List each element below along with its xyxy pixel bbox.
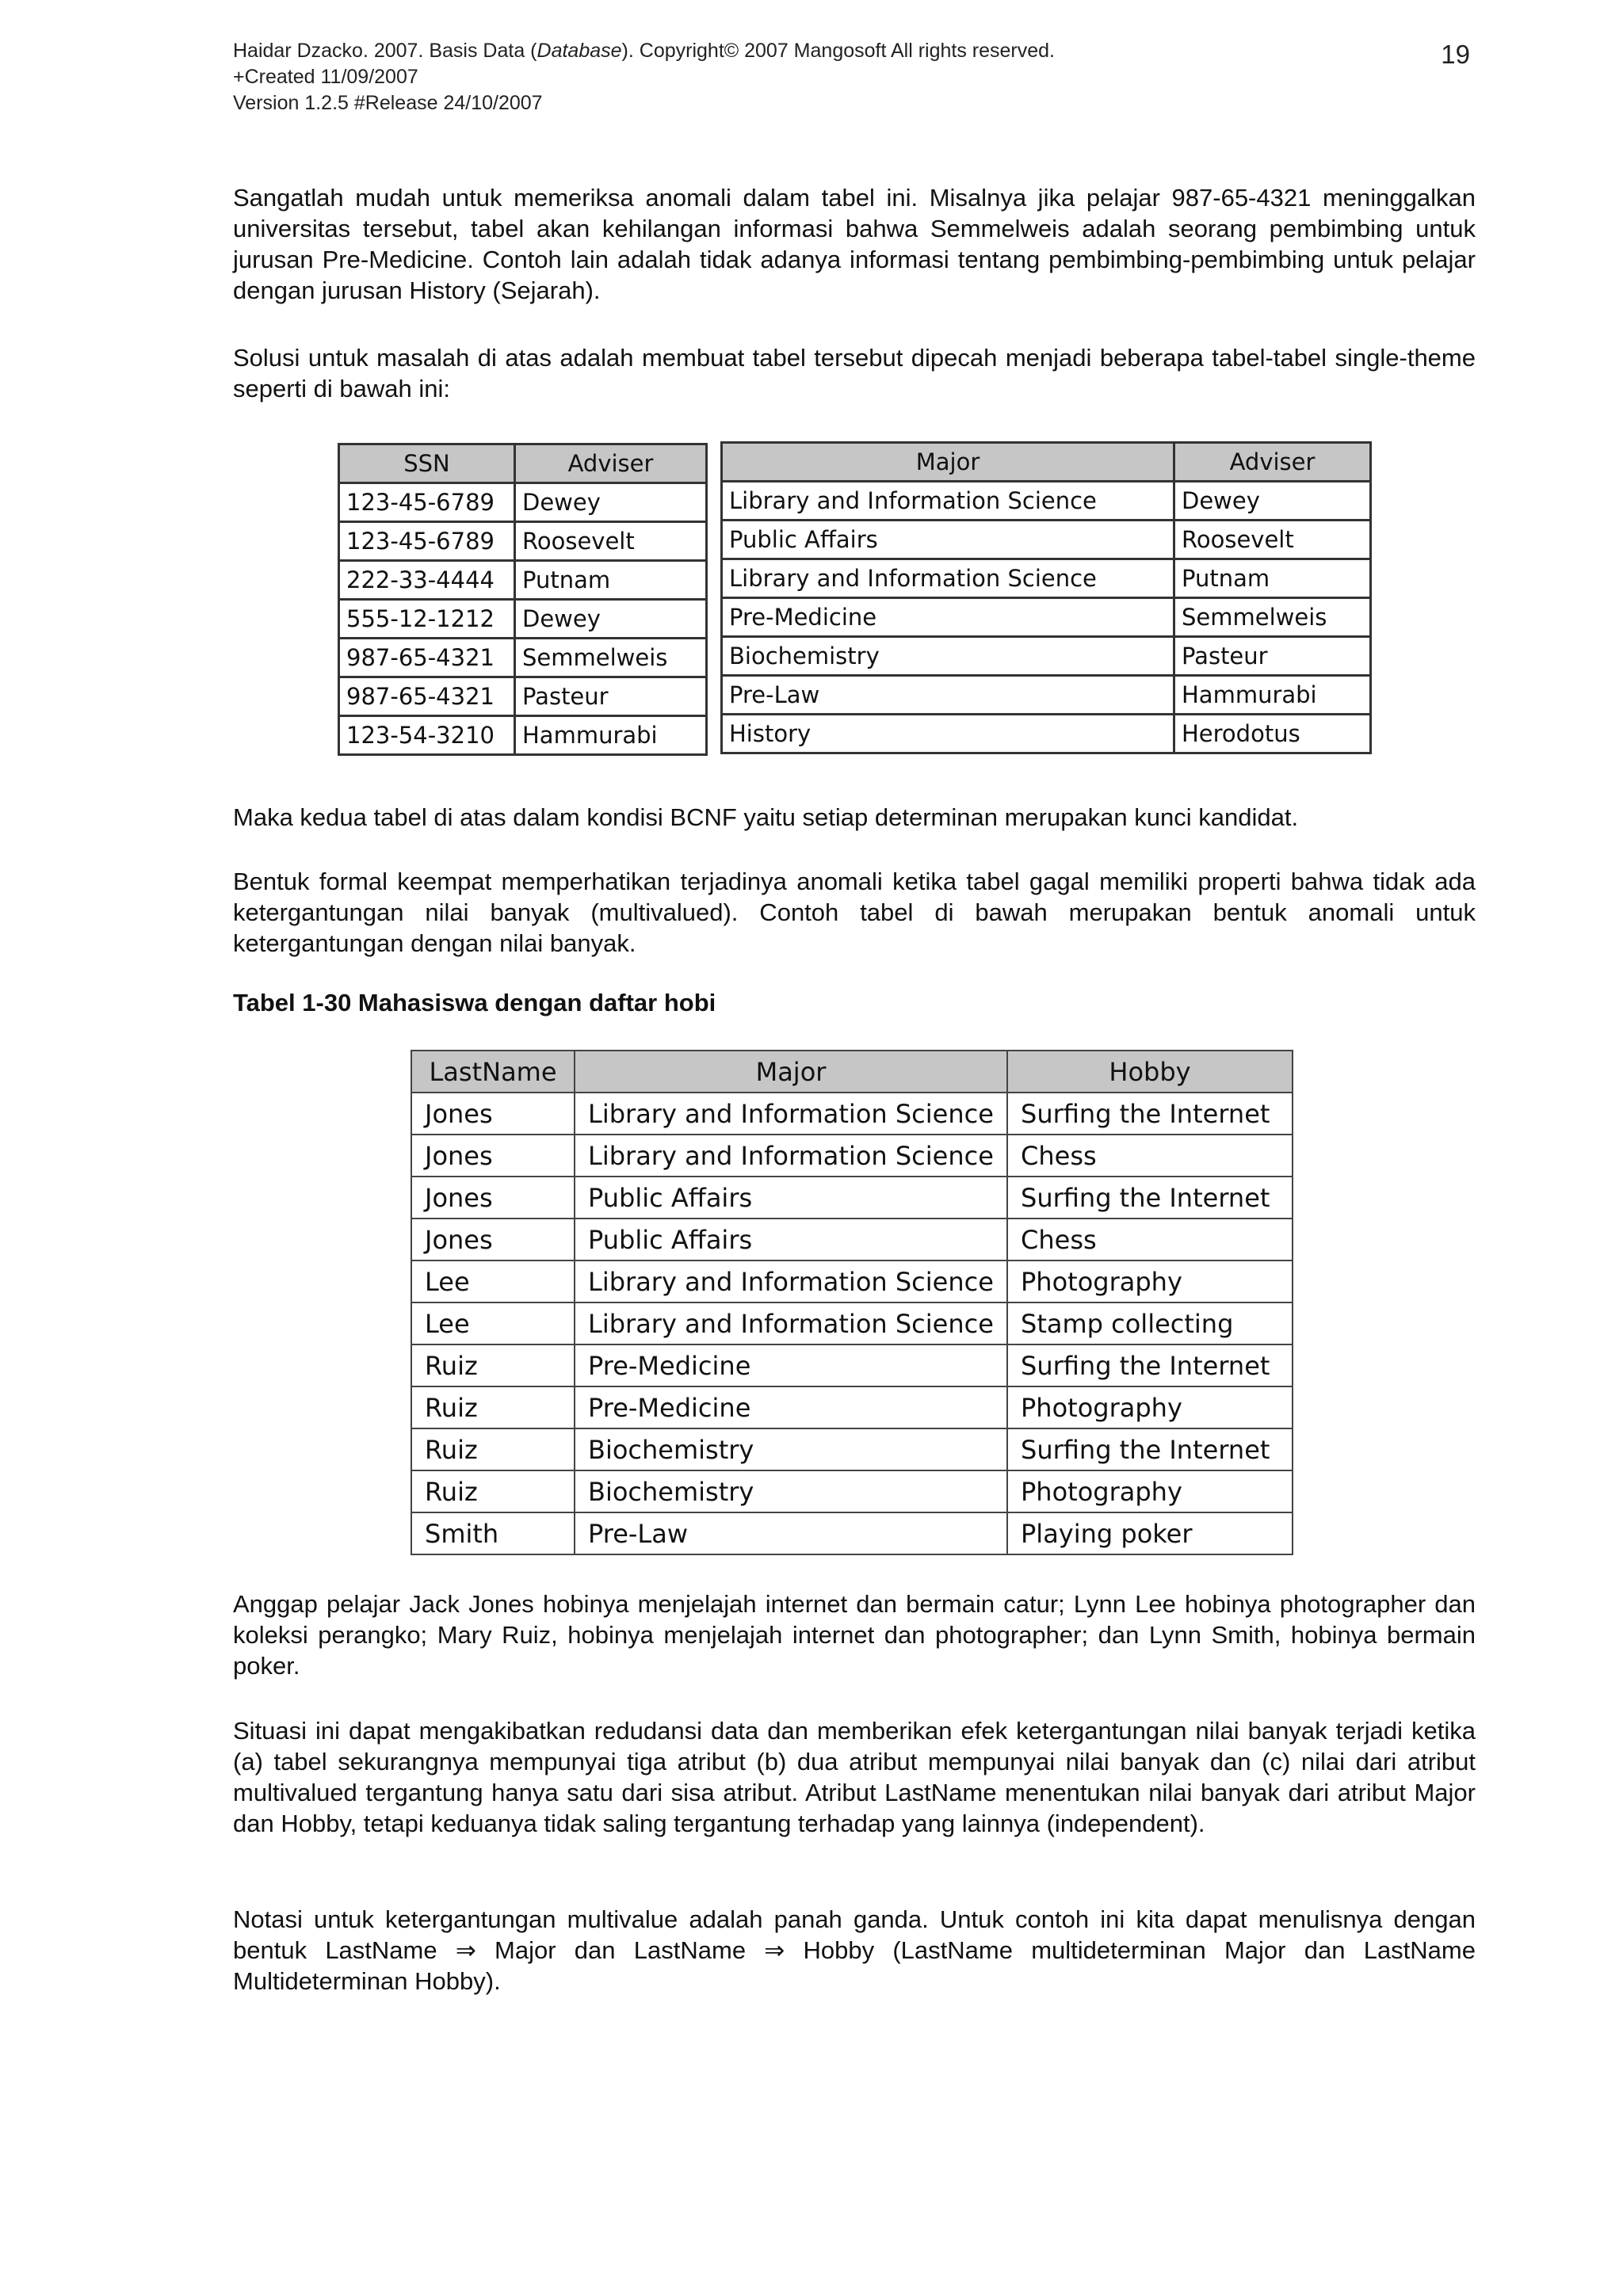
table-cell: Biochemistry [722, 637, 1174, 676]
table-cell: Putnam [515, 561, 707, 600]
table-cell: Pre-Law [575, 1512, 1007, 1554]
table-cell: Surfing the Internet [1007, 1177, 1293, 1219]
table-cell: 987-65-4321 [339, 639, 515, 677]
paragraph-2: Solusi untuk masalah di atas adalah membuat tabel tersebut dipecah menjadi beberapa tabel-tabel single-theme seperti di bawah ini: [233, 344, 1476, 402]
table-cell: Surfing the Internet [1007, 1428, 1293, 1470]
paragraph-3: Maka kedua tabel di atas dalam kondisi BCNF yaitu setiap determinan merupakan kunci kandidat. [233, 803, 1299, 831]
table-cell: Smith [411, 1512, 575, 1554]
paragraph-6: Situasi ini dapat mengakibatkan redudansi data dan memberikan efek ketergantungan nilai banyak terjadi ketika (a) tabel sekurangnya mempunyai tiga atribut (b) dua atribut mempunyai nilai banyak dan (c) nilai dari atribut multivalued tergantung hanya satu dari sisa atribut. Atribut LastName menentukan nilai banyak dari atribut Major dan Hobby, tetapi keduanya tidak saling tergantung terhadap yang lainnya (independent). [233, 1717, 1476, 1837]
table-cell: Jones [411, 1135, 575, 1177]
table-cell: Library and Information Science [575, 1093, 1007, 1135]
table-cell: Pasteur [1174, 637, 1371, 676]
table-cell: Chess [1007, 1219, 1293, 1261]
table-cell: Library and Information Science [575, 1302, 1007, 1344]
table-row [411, 1261, 1293, 1302]
table-header-row [411, 1051, 1293, 1093]
table-cell: Jones [411, 1093, 575, 1135]
table-cell: Playing poker [1007, 1512, 1293, 1554]
column-header: Major [575, 1051, 1007, 1093]
table-cell: Stamp collecting [1007, 1302, 1293, 1344]
table-cell: Biochemistry [575, 1428, 1007, 1470]
table-cell: Library and Information Science [722, 482, 1174, 521]
table-row [339, 639, 707, 677]
major-adviser-table [720, 441, 1372, 754]
table-cell: Lee [411, 1302, 575, 1344]
table-row [411, 1177, 1293, 1219]
table-cell: 123-54-3210 [339, 716, 515, 755]
table-cell: Dewey [515, 600, 707, 639]
table-cell: Dewey [1174, 482, 1371, 521]
table-cell: Public Affairs [575, 1219, 1007, 1261]
table-cell: Photography [1007, 1470, 1293, 1512]
table-cell: Photography [1007, 1386, 1293, 1428]
table-row [411, 1512, 1293, 1554]
page-number: 19 [1441, 40, 1470, 69]
table-cell: Pre-Medicine [575, 1386, 1007, 1428]
table-row [411, 1344, 1293, 1386]
column-header: Adviser [515, 444, 707, 483]
table-cell: Ruiz [411, 1344, 575, 1386]
header-line-2: +Created 11/09/2007 [233, 66, 418, 88]
header-line-1: Haidar Dzacko. 2007. Basis Data (Database). Copyright© 2007 Mangosoft All rights reserved. [233, 40, 1056, 62]
column-header: Adviser [1174, 443, 1371, 482]
table-row [411, 1219, 1293, 1261]
table-row [339, 677, 707, 716]
table-cell: Roosevelt [1174, 521, 1371, 559]
table-cell: 987-65-4321 [339, 677, 515, 716]
table-header-row [339, 444, 707, 483]
table-row [722, 637, 1371, 676]
table-cell: Library and Information Science [575, 1135, 1007, 1177]
table-cell: Putnam [1174, 559, 1371, 598]
table-row [722, 559, 1371, 598]
header-italic-term: Database [537, 40, 622, 62]
table-cell: Dewey [515, 483, 707, 522]
table-row [411, 1470, 1293, 1512]
table-cell: Surfing the Internet [1007, 1093, 1293, 1135]
paragraph-7: Notasi untuk ketergantungan multivalue adalah panah ganda. Untuk contoh ini kita dapat menulisnya dengan bentuk LastName ⇒ Major dan LastName ⇒ Hobby (LastName multideterminan Major dan LastName Multideterminan Hobby). [233, 1905, 1476, 1995]
column-header: SSN [339, 444, 515, 483]
table-caption: Tabel 1-30 Mahasiswa dengan daftar hobi [233, 989, 716, 1016]
table-cell: Library and Information Science [575, 1261, 1007, 1302]
table-cell: Jones [411, 1177, 575, 1219]
table-cell: Pre-Medicine [575, 1344, 1007, 1386]
page-header [233, 38, 1055, 116]
table-row [411, 1135, 1293, 1177]
table-cell: Roosevelt [515, 522, 707, 561]
column-header: LastName [411, 1051, 575, 1093]
table-row [411, 1093, 1293, 1135]
paragraph-5: Anggap pelajar Jack Jones hobinya menjelajah internet dan bermain catur; Lynn Lee hobinya photographer dan koleksi perangko; Mary Ruiz, hobinya menjelajah internet dan photographer; dan Lynn Smith, hobinya bermain poker. [233, 1590, 1476, 1680]
table-cell: Semmelweis [515, 639, 707, 677]
table-cell: Public Affairs [722, 521, 1174, 559]
table-cell: History [722, 715, 1174, 753]
table-row [411, 1386, 1293, 1428]
table-header-row [722, 443, 1371, 482]
paragraph-4: Bentuk formal keempat memperhatikan terjadinya anomali ketika tabel gagal memiliki properti bahwa tidak ada ketergantungan nilai banyak (multivalued). Contoh tabel di bawah merupakan bentuk anomali untuk ketergantungan dengan nilai banyak. [233, 868, 1476, 957]
hobby-table [411, 1050, 1293, 1555]
table-cell: 222-33-4444 [339, 561, 515, 600]
table-cell: Public Affairs [575, 1177, 1007, 1219]
table-row [339, 716, 707, 755]
table-row [339, 600, 707, 639]
table-cell: Photography [1007, 1261, 1293, 1302]
table-cell: Pre-Law [722, 676, 1174, 715]
column-header: Major [722, 443, 1174, 482]
table-cell: 555-12-1212 [339, 600, 515, 639]
table-cell: Hammurabi [1174, 676, 1371, 715]
table-row [339, 483, 707, 522]
table-cell: Pre-Medicine [722, 598, 1174, 637]
table-cell: Surfing the Internet [1007, 1344, 1293, 1386]
table-cell: Ruiz [411, 1386, 575, 1428]
column-header: Hobby [1007, 1051, 1293, 1093]
table-cell: Hammurabi [515, 716, 707, 755]
header-line-3: Version 1.2.5 #Release 24/10/2007 [233, 92, 543, 114]
ssn-adviser-table [338, 443, 708, 756]
table-row [722, 715, 1371, 753]
table-cell: Chess [1007, 1135, 1293, 1177]
table-cell: 123-45-6789 [339, 522, 515, 561]
table-row [411, 1428, 1293, 1470]
table-row [722, 482, 1371, 521]
table-cell: Jones [411, 1219, 575, 1261]
table-cell: Ruiz [411, 1470, 575, 1512]
table-cell: Semmelweis [1174, 598, 1371, 637]
table-row [339, 561, 707, 600]
table-row [339, 522, 707, 561]
table-cell: 123-45-6789 [339, 483, 515, 522]
table-row [722, 598, 1371, 637]
table-cell: Ruiz [411, 1428, 575, 1470]
table-cell: Library and Information Science [722, 559, 1174, 598]
table-cell: Herodotus [1174, 715, 1371, 753]
table-cell: Biochemistry [575, 1470, 1007, 1512]
paragraph-1: Sangatlah mudah untuk memeriksa anomali dalam tabel ini. Misalnya jika pelajar 987-65-4321 meninggalkan universitas tersebut, tabel akan kehilangan informasi bahwa Semmelweis adalah seorang pembimbing untuk jurusan Pre-Medicine. Contoh lain adalah tidak adanya informasi tentang pembimbing-pembimbing untuk pelajar dengan jurusan History (Sejarah). [233, 184, 1476, 304]
table-row [722, 676, 1371, 715]
table-cell: Lee [411, 1261, 575, 1302]
table-cell: Pasteur [515, 677, 707, 716]
table-row [722, 521, 1371, 559]
table-row [411, 1302, 1293, 1344]
